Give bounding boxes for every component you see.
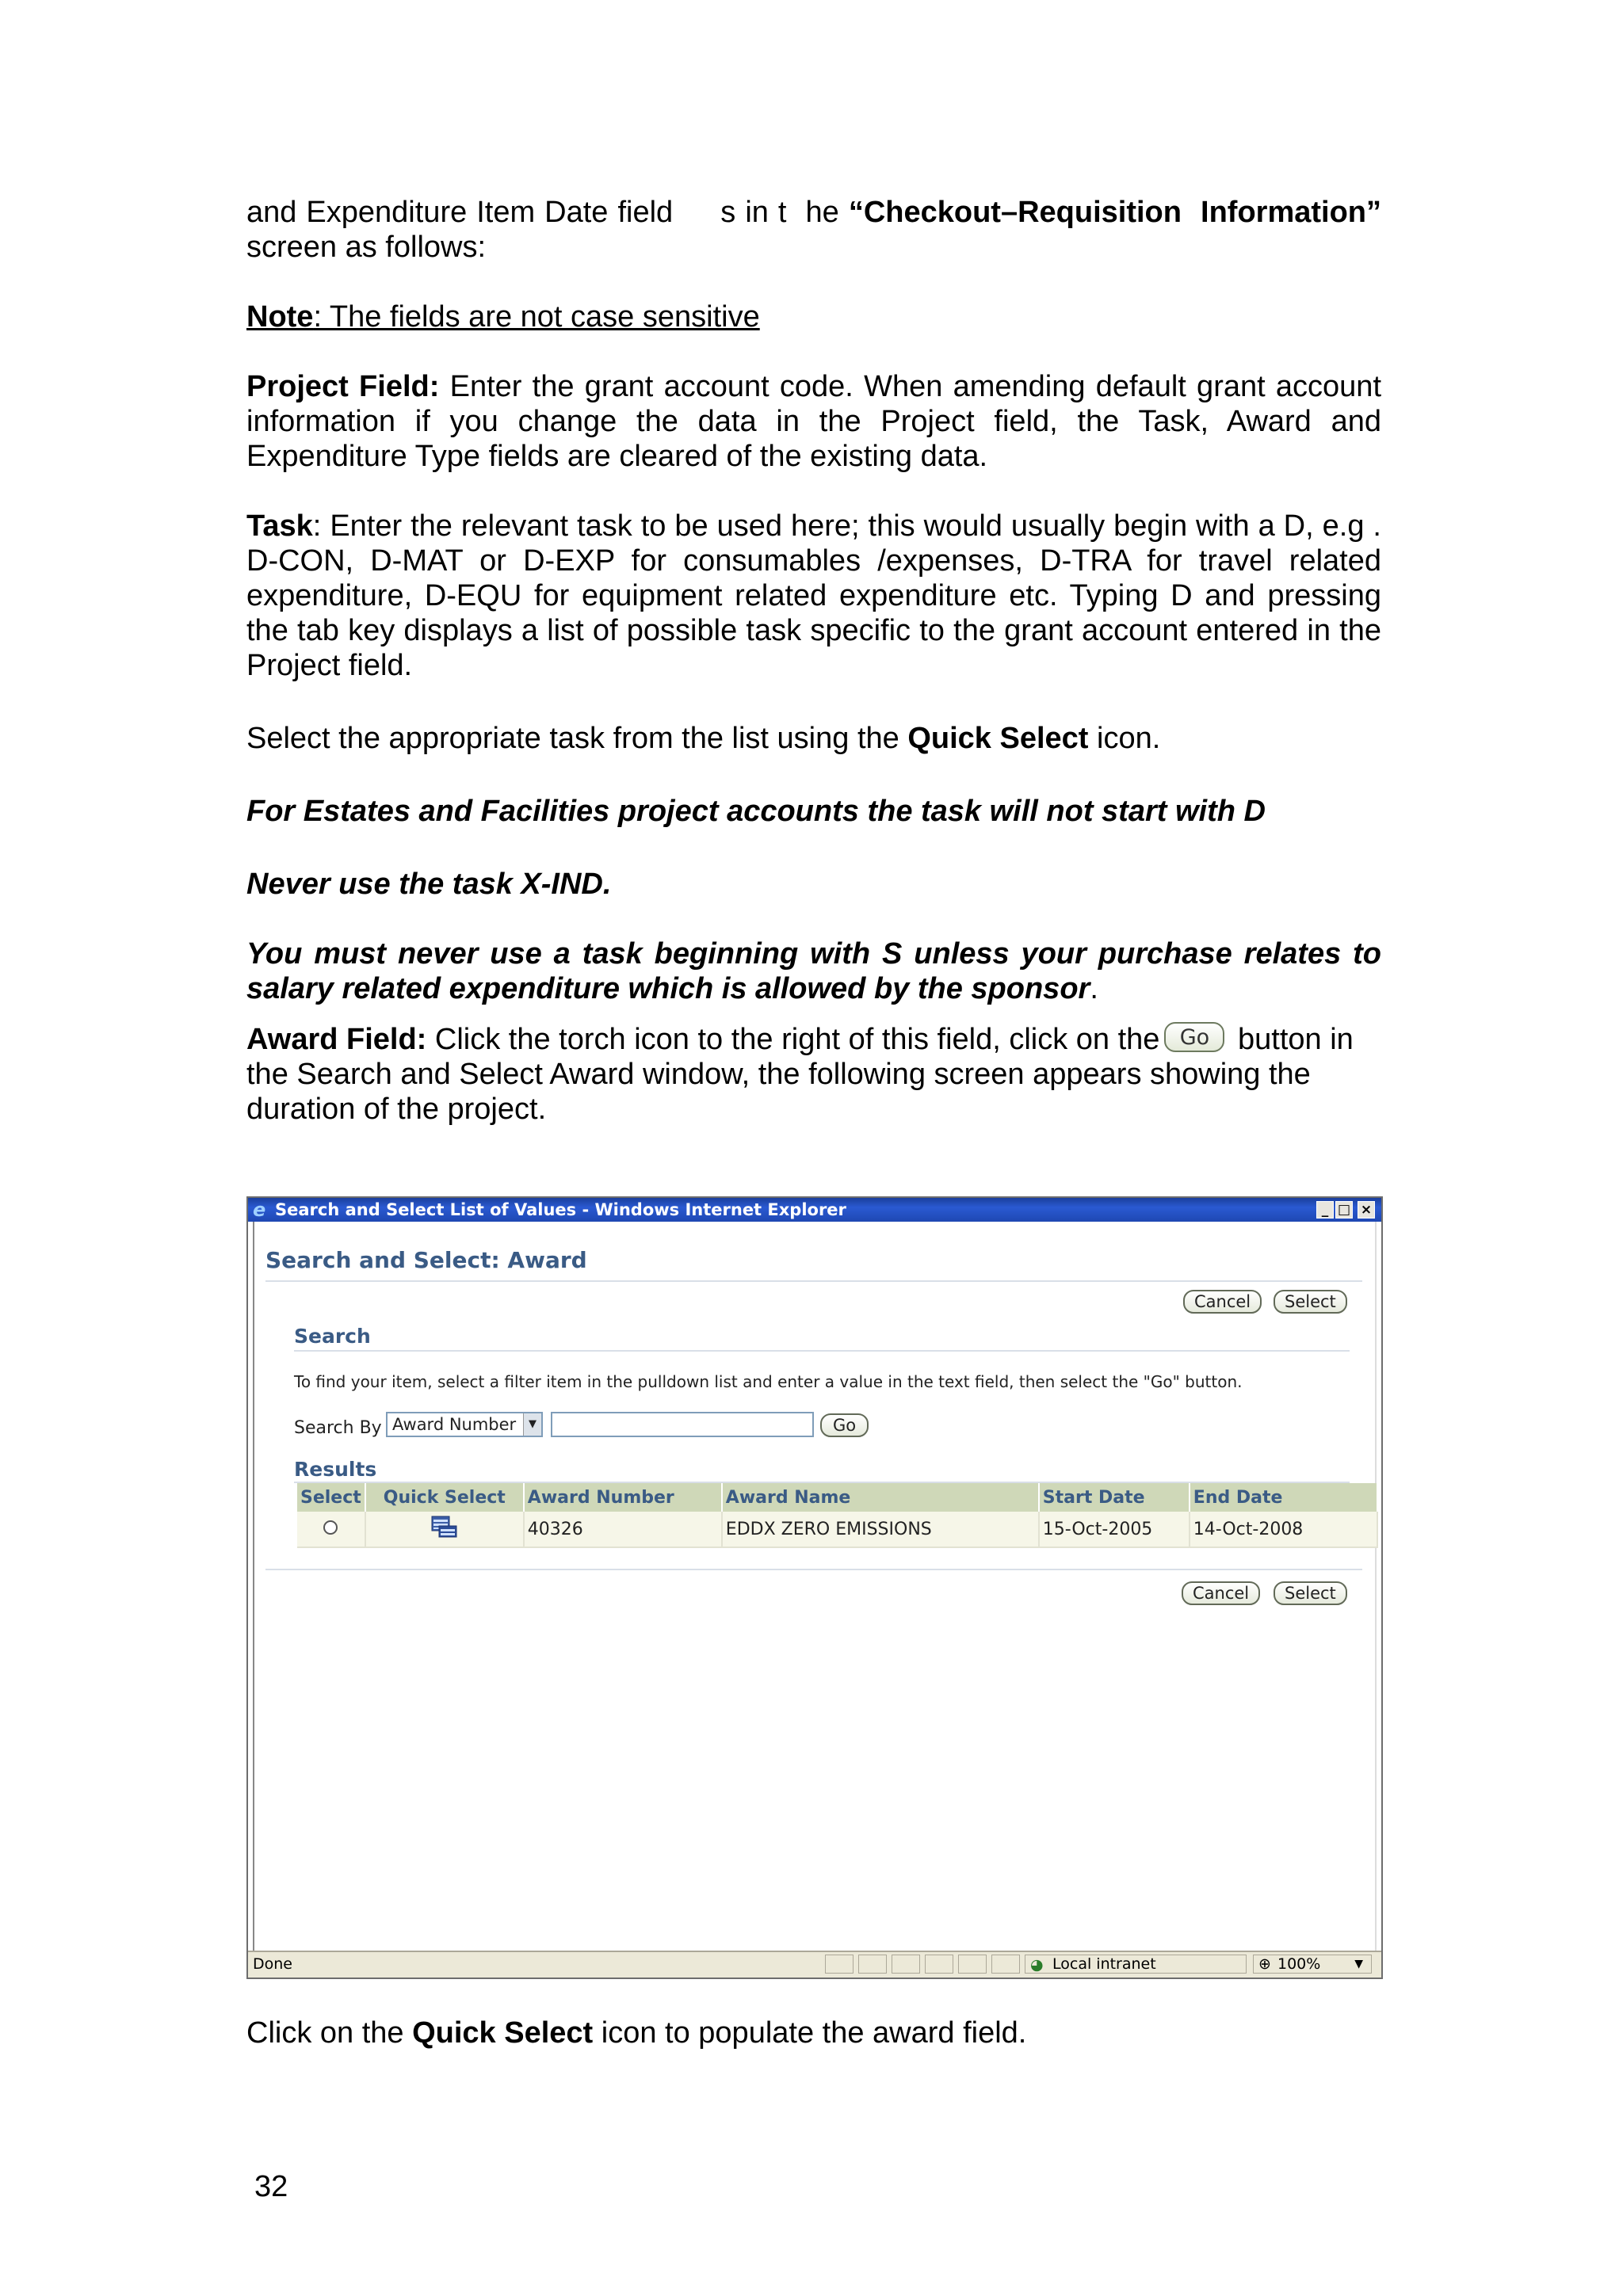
col-start-date: Start Date <box>1039 1483 1190 1512</box>
intro-screen-name: “Checkout–Requisition Information” <box>848 196 1382 229</box>
table-row <box>297 1512 1377 1547</box>
closing-suffix: icon to populate the award field. <box>593 2016 1027 2050</box>
note-label: Note <box>246 300 314 334</box>
select-task-bold: Quick Select <box>907 722 1089 755</box>
salary-note-text: You must never use a task beginning with S unless your purchase relates to salary related expenditure which is allowed by the sponsor <box>246 937 1381 1005</box>
row-end-date: 14-Oct-2008 <box>1190 1512 1377 1547</box>
zone-text: Local intranet <box>1052 1955 1156 1973</box>
search-instructions: To find your item, select a filter item in the pulldown list and enter a value in the text field, then select the "Go" button. <box>294 1372 1243 1391</box>
window-content <box>253 1222 1377 1952</box>
intro-text: and Expenditure Item Date field s in t he <box>246 196 849 229</box>
ie-window-screenshot <box>246 1196 1383 1979</box>
status-bar <box>248 1951 1381 1978</box>
results-table <box>297 1483 1378 1548</box>
col-award-name: Award Name <box>722 1483 1039 1512</box>
task-label: Task <box>246 509 313 543</box>
note-text: : The fields are not case sensitive <box>313 300 760 334</box>
go-button-image: Go <box>1164 1022 1224 1052</box>
status-text: Done <box>253 1955 292 1973</box>
results-header-row <box>297 1483 1377 1512</box>
select-button-bottom[interactable]: Select <box>1274 1581 1347 1605</box>
results-heading: Results <box>294 1458 377 1481</box>
page-number: 32 <box>254 2170 288 2203</box>
estates-note: For Estates and Facilities project accounts the task will not start with D <box>246 795 1266 828</box>
task-paragraph <box>246 509 1381 683</box>
note-paragraph <box>246 299 1381 334</box>
row-award-number: 40326 <box>524 1512 722 1547</box>
status-panel <box>925 1955 953 1974</box>
cancel-button-bottom[interactable]: Cancel <box>1182 1581 1260 1605</box>
closing-bold: Quick Select <box>412 2016 594 2050</box>
search-by-value: Award Number <box>392 1415 517 1434</box>
zoom-dropdown-icon[interactable]: ▼ <box>1354 1958 1363 1970</box>
search-divider <box>294 1350 1350 1352</box>
award-text-after: button in the Search and Select Award window, the following screen appears showing the duration of the project. <box>246 1023 1354 1126</box>
never-note: Never use the task X-IND. <box>246 868 612 901</box>
search-by-select[interactable] <box>386 1412 543 1437</box>
row-select-cell <box>297 1512 365 1547</box>
col-select: Select <box>297 1483 365 1512</box>
award-label: Award Field: <box>246 1023 427 1056</box>
select-task-prefix: Select the appropriate task from the list using the <box>246 722 908 755</box>
security-zone-panel <box>1025 1955 1247 1974</box>
intro-line2: screen as follows: <box>246 231 487 264</box>
project-label: Project Field: <box>246 370 440 403</box>
row-award-name: EDDX ZERO EMISSIONS <box>722 1512 1039 1547</box>
zoom-text: 100% <box>1277 1955 1321 1973</box>
salary-note <box>246 936 1381 1006</box>
col-award-number: Award Number <box>524 1483 722 1512</box>
status-panel <box>825 1955 854 1974</box>
zoom-icon: ⊕ <box>1258 1955 1271 1973</box>
go-button[interactable]: Go <box>820 1413 869 1437</box>
search-by-label: Search By <box>294 1418 382 1438</box>
row-radio-button[interactable] <box>323 1520 338 1535</box>
globe-icon: ◕ <box>1030 1956 1044 1974</box>
window-title: Search and Select List of Values - Windows Internet Explorer <box>275 1200 846 1219</box>
project-paragraph <box>246 369 1381 474</box>
closing-prefix: Click on the <box>246 2016 413 2050</box>
maximize-icon[interactable]: □ <box>1335 1201 1353 1219</box>
award-text-before: Click the torch icon to the right of this field, click on the <box>426 1023 1160 1056</box>
select-button-top[interactable]: Select <box>1274 1290 1347 1314</box>
intro-paragraph <box>246 195 1381 265</box>
salary-note-suffix: . <box>1090 972 1098 1005</box>
select-task-paragraph <box>246 721 1381 756</box>
minimize-icon[interactable]: _ <box>1316 1201 1334 1219</box>
row-start-date: 15-Oct-2005 <box>1039 1512 1190 1547</box>
results-bottom-divider <box>265 1569 1362 1570</box>
row-quick-select-cell <box>365 1512 524 1547</box>
closing-paragraph <box>246 2016 1381 2050</box>
status-panel <box>991 1955 1020 1974</box>
cancel-button-top[interactable]: Cancel <box>1183 1290 1262 1314</box>
heading-divider <box>265 1280 1362 1282</box>
col-end-date: End Date <box>1190 1483 1377 1512</box>
zoom-panel[interactable] <box>1253 1955 1372 1974</box>
award-paragraph <box>246 1022 1381 1127</box>
status-panel <box>858 1955 887 1974</box>
window-title-bar <box>248 1198 1381 1222</box>
select-task-suffix: icon. <box>1088 722 1161 755</box>
status-panel <box>892 1955 920 1974</box>
quick-select-icon[interactable] <box>431 1515 458 1539</box>
close-icon[interactable]: × <box>1358 1201 1375 1219</box>
status-panel <box>958 1955 987 1974</box>
search-text-input[interactable] <box>551 1412 814 1437</box>
col-quick-select: Quick Select <box>365 1483 524 1512</box>
page-heading: Search and Select: Award <box>265 1247 587 1273</box>
search-heading: Search <box>294 1325 371 1348</box>
internet-explorer-icon: e <box>253 1199 266 1221</box>
task-text: : Enter the relevant task to be used here; this would usually begin with a D, e.g . D-CON, D-MAT or D-EXP for consumables /expenses, D-TRA for travel related expenditure, D-EQU for equipment related expenditure etc. Typing D and pressing the tab key displays a list of possible task specific to the grant account entered in the Project field. <box>246 509 1381 682</box>
project-text: Enter the grant account code. When amending default grant account information if you change the data in the Project field, the Task, Award and Expenditure Type fields are cleared of the existing data. <box>246 370 1381 473</box>
dropdown-arrow-icon[interactable]: ▼ <box>523 1413 541 1436</box>
